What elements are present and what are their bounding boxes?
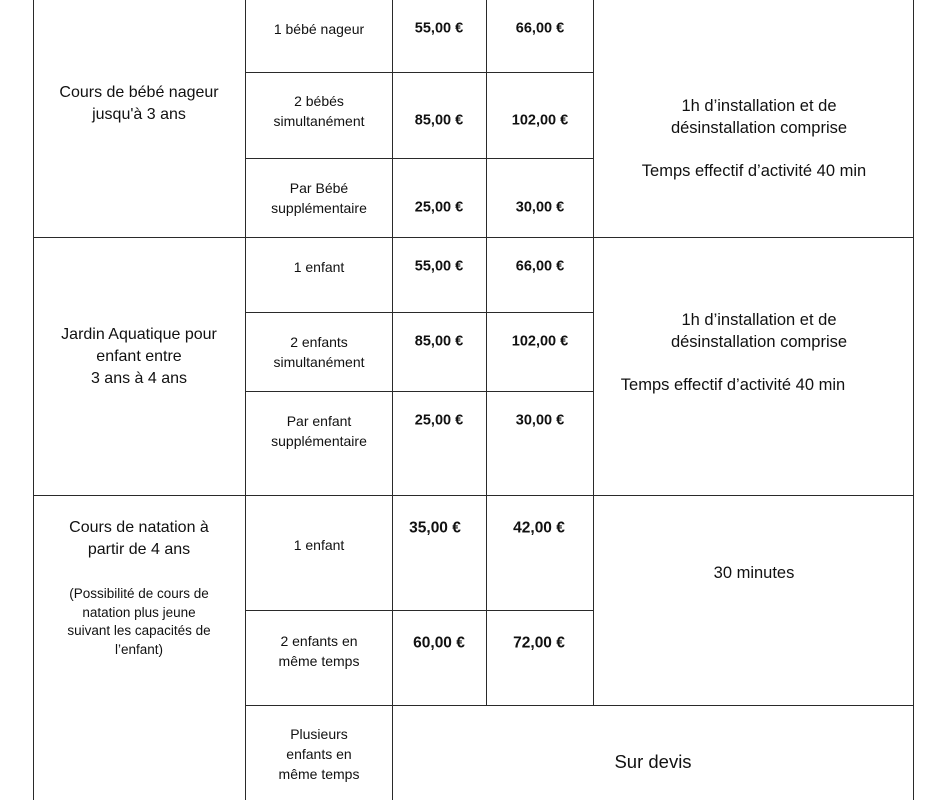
price-cell: 72,00 € xyxy=(513,634,565,652)
grid-line xyxy=(33,0,34,800)
price-cell: 60,00 € xyxy=(413,634,465,652)
grid-line xyxy=(245,705,914,706)
price-cell: 35,00 € xyxy=(409,519,461,537)
info-text: 30 minutes xyxy=(713,564,795,582)
grid-line xyxy=(486,0,487,705)
option-label: Par enfant supplémentaire xyxy=(271,413,367,449)
price-cell: 102,00 € xyxy=(511,333,569,350)
option-label: 1 enfant xyxy=(293,259,345,275)
price-cell: 30,00 € xyxy=(515,412,565,429)
grid-line xyxy=(245,158,593,159)
quote-text: Sur devis xyxy=(614,750,692,772)
grid-line xyxy=(245,391,593,392)
category-label: Cours de natation à partir de 4 ans xyxy=(69,519,209,558)
grid-line xyxy=(593,0,594,705)
price-cell: 66,00 € xyxy=(515,20,565,37)
option-label: Par Bébé supplémentaire xyxy=(271,180,367,216)
price-cell: 85,00 € xyxy=(414,333,464,350)
option-label: 2 enfants simultanément xyxy=(273,334,365,370)
option-label: Plusieurs enfants en même temps xyxy=(278,726,360,782)
info-text: 1h d’installation et de désinstallation comprise xyxy=(670,311,848,351)
price-cell: 66,00 € xyxy=(515,258,565,275)
grid-line xyxy=(245,72,593,73)
category-note: (Possibilité de cours de natation plus jeune suivant les capacités de l’enfant) xyxy=(67,586,211,657)
price-cell: 25,00 € xyxy=(414,412,464,429)
grid-line xyxy=(913,0,914,800)
category-label: Jardin Aquatique pour enfant entre 3 ans à 4 ans xyxy=(61,326,217,387)
price-cell: 85,00 € xyxy=(414,112,464,129)
grid-line xyxy=(245,0,246,800)
price-cell: 42,00 € xyxy=(513,519,565,537)
grid-line xyxy=(245,312,593,313)
price-cell: 30,00 € xyxy=(515,199,565,216)
grid-line xyxy=(392,0,393,800)
price-cell: 25,00 € xyxy=(414,199,464,216)
option-label: 2 bébés simultanément xyxy=(273,93,365,129)
option-label: 1 enfant xyxy=(293,537,345,553)
price-cell: 102,00 € xyxy=(511,112,569,129)
category-label: Cours de bébé nageur jusqu'à 3 ans xyxy=(59,84,219,123)
grid-line xyxy=(33,495,914,496)
option-label: 2 enfants en même temps xyxy=(278,633,360,669)
info-text: 1h d’installation et de désinstallation comprise xyxy=(670,97,848,137)
grid-line xyxy=(245,610,593,611)
info-text: Temps effectif d’activité 40 min xyxy=(620,376,846,394)
info-text: Temps effectif d’activité 40 min xyxy=(641,162,867,180)
option-label: 1 bébé nageur xyxy=(273,21,365,37)
price-cell: 55,00 € xyxy=(414,20,464,37)
price-cell: 55,00 € xyxy=(414,258,464,275)
grid-line xyxy=(33,237,914,238)
